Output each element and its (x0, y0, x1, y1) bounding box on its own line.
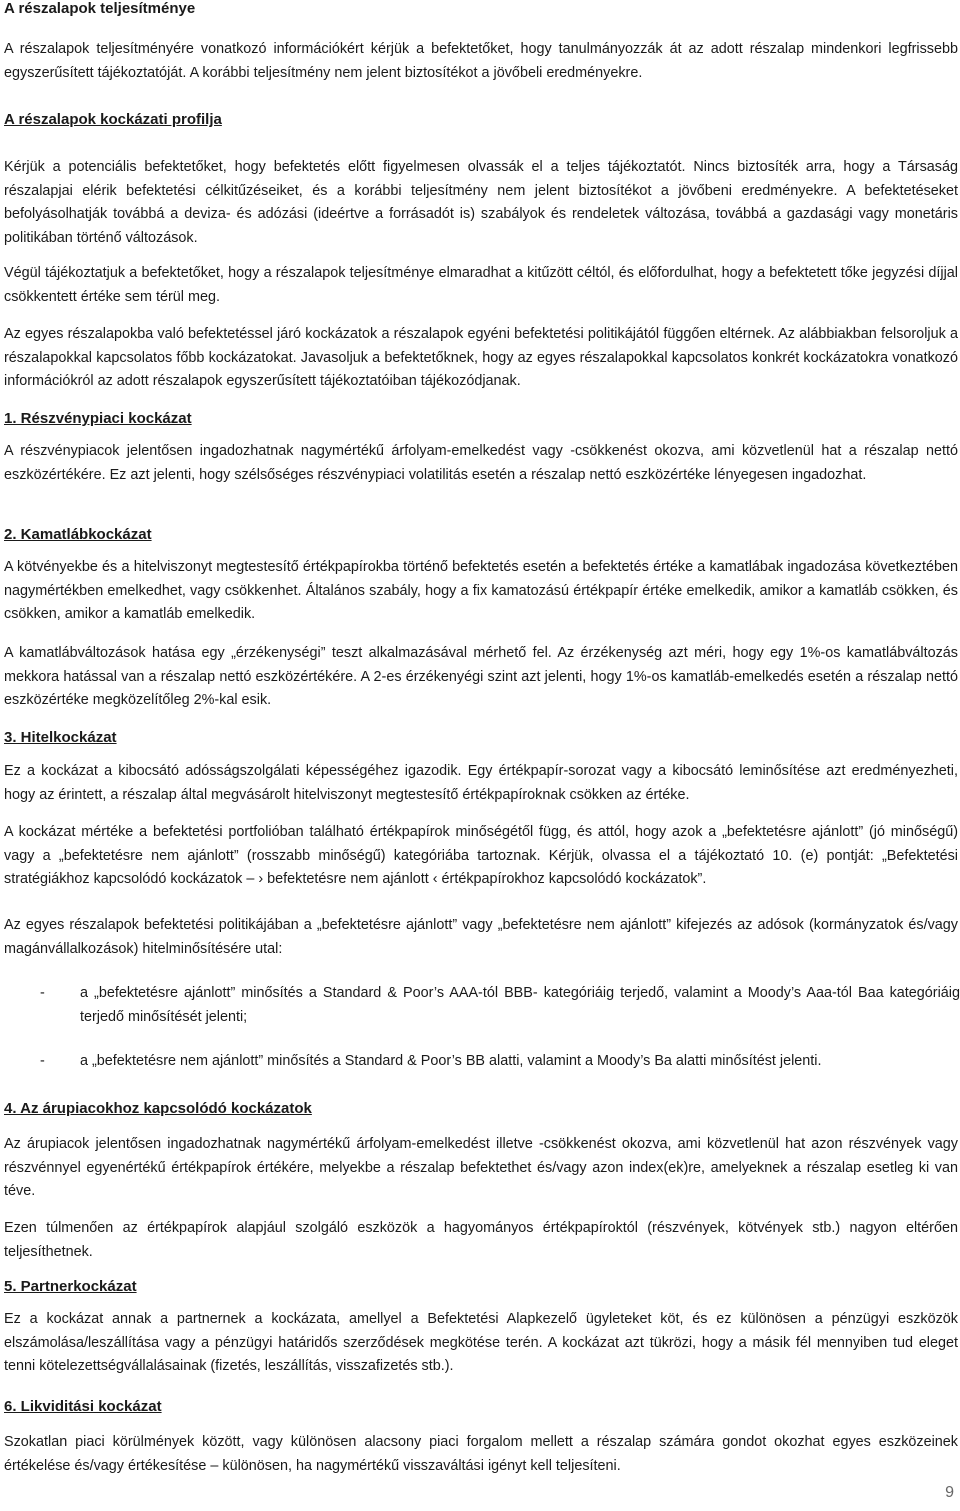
list-item-text: a „befektetésre ajánlott” minősítés a Standard & Poor’s AAA-tól BBB- kategóriáig terjedő, valamint a Moody’s Aaa-tól Baa kategóriáig terjedő minősítését jelenti; (80, 985, 960, 1025)
page-number: 9 (945, 1484, 954, 1501)
section-3-heading: 3. Hitelkockázat (4, 729, 117, 746)
list-item-text: a „befektetésre nem ajánlott” minősítés a Standard & Poor’s BB alatti, valamint a Moody’s Ba alatti minősítést jelenti. (80, 1053, 822, 1069)
section-6-paragraph-1: Szokatlan piaci körülmények között, vagy különösen alacsony piaci forgalom mellett a részalap számára gondot okozhat egyes eszközeinek értékelése és/vagy értékesítése – különösen, ha nagymértékű visszaváltási igényt kell teljesíteni. (4, 1434, 958, 1474)
section-1-heading: 1. Részvénypiaci kockázat (4, 410, 192, 427)
intro-paragraph: A részalapok teljesítményére vonatkozó információkért kérjük a befektetőket, hogy tanulmányozzák át az adott részalap mindenkori legfrissebb egyszerűsített tájékoztatóját. A korábbi teljesítmény nem jelent biztosítékot a jövőbeli eredményekre. (4, 41, 958, 81)
section-4-paragraph-1: Az árupiacok jelentősen ingadozhatnak nagymértékű árfolyam-emelkedést illetve -csökkenést okozva, ami közvetlenül hat azon részvények vagy részvénnyel egyenértékű értékpapírok értékére, melyekbe a részalap befektethet és/vagy azon index(ek)re, amelyeknek a részalap esetleg ki van téve. (4, 1136, 958, 1200)
risk-profile-paragraph-2: Végül tájékoztatjuk a befektetőket, hogy a részalapok teljesítménye elmaradhat a kitűzött céltól, és előfordulhat, hogy a befektetett tőke jegyzési díjjal csökkentett értéke sem térül meg. (4, 265, 958, 305)
page-title: A részalapok teljesítménye (4, 0, 196, 17)
risk-profile-heading: A részalapok kockázati profilja (4, 111, 222, 128)
risk-profile-paragraph-3: Az egyes részalapokba való befektetéssel járó kockázatok a részalapok egyéni befektetési politikájától függően eltérnek. Az alábbiakban felsoroljuk a részalapokkal kapcsolatos főbb kockázatokat. Javasoljuk a befektetőknek, hogy az egyes részalapokkal kapcsolatos konkrét kockázatokra vonatkozó információkról az adott részalapok egyszerűsített tájékoztatóiban tájékozódjanak. (4, 326, 958, 390)
section-1-paragraph-1: A részvénypiacok jelentősen ingadozhatnak nagymértékű árfolyam-emelkedést vagy -csökkenést okozva, ami közvetlenül hat a részalap nettó eszközértékére. Ez azt jelenti, hogy szélsőséges részvénypiaci volatilitás esetén a részalap nettó eszközértéke lényegesen ingadozhat. (4, 443, 958, 483)
list-dash: - (40, 1053, 45, 1069)
section-3-paragraph-2: A kockázat mértéke a befektetési portfolióban található értékpapírok minőségétől függ, és attól, hogy azok a „befektetésre ajánlott” (jó minőségű) vagy a „befektetésre nem ajánlott” (rosszabb minőségű) kategóriába tartoznak. Kérjük, olvassa el a tájékoztató 10. (e) pontját: „Befektetési stratégiákhoz kapcsolódó kockázatok – › befektetésre nem ajánlott ‹ értékpapírokhoz kapcsolódó kockázatok”. (4, 824, 958, 888)
section-6-heading: 6. Likviditási kockázat (4, 1398, 162, 1415)
section-5-heading: 5. Partnerkockázat (4, 1278, 137, 1295)
section-2-paragraph-1: A kötvényekbe és a hitelviszonyt megtestesítő értékpapírokba történő befektetés esetén a befektetés értéke a kamatlábak ingadozása következtében nagymértékben emelkedhet, vagy csökkenhet. Általános szabály, hogy a fix kamatozású értékpapír értéke emelkedik, amikor a kamatláb csökken, és csökken, amikor a kamatláb emelkedik. (4, 559, 958, 623)
section-4-heading: 4. Az árupiacokhoz kapcsolódó kockázatok (4, 1100, 312, 1117)
section-5-paragraph-1: Ez a kockázat annak a partnernek a kockázata, amellyel a Befektetési Alapkezelő ügyleteket köt, és ez különösen a pénzügyi eszközök elszámolása/leszállítása vagy a pénzügyi határidős szerződések megkötése terén. A kockázat azt tükrözi, hogy a másik fél mennyiben tud eleget tenni kötelezettségvállalásainak (fizetés, leszállítás, visszafizetés stb.). (4, 1311, 958, 1375)
section-3-paragraph-1: Ez a kockázat a kibocsátó adósságszolgálati képességéhez igazodik. Egy értékpapír-sorozat vagy a kibocsátó leminősítése azt eredményezheti, hogy az érintett, a részalap által megvásárolt hitelviszonyt megtestesítő értékpapíroknak csökken az értéke. (4, 763, 958, 803)
section-4-paragraph-2: Ezen túlmenően az értékpapírok alapjául szolgáló eszközök a hagyományos értékpapíroktól (részvények, kötvények stb.) nagyon eltérően teljesíthetnek. (4, 1220, 958, 1260)
section-2-paragraph-2: A kamatlábváltozások hatása egy „érzékenységi” teszt alkalmazásával mérhető fel. Az érzékenység azt méri, hogy egy 1%-os kamatlábváltozás mekkora hatással van a részalap nettó eszközértékére. A 2-es érzékenyégi szint azt jelenti, hogy 1%-os kamatláb-emelkedés esetén a részalap nettó eszközértéke megközelítőleg 2%-kal esik. (4, 645, 958, 709)
section-2-heading: 2. Kamatlábkockázat (4, 526, 152, 543)
list-dash: - (40, 985, 45, 1001)
section-3-paragraph-3: Az egyes részalapok befektetési politikájában a „befektetésre ajánlott” vagy „befektetésre nem ajánlott” kifejezés az adósok (kormányzatok és/vagy magánvállalkozások) hitelminősítésére utal: (4, 917, 958, 957)
risk-profile-paragraph-1: Kérjük a potenciális befektetőket, hogy befektetés előtt figyelmesen olvassák el a teljes tájékoztatót. Nincs biztosíték arra, hogy a Társaság részalapjai elérik befektetési célkitűzéseiket, és a korábbi teljesítmény nem jelent biztosítékot a jövőbeni eredményekre. A befektetéseket befolyásolhatják továbbá a deviza- és adózási (ideértve a forrásadót is) szabályok és rendeletek változása, továbbá a gazdasági vagy monetáris politikában történő változások. (4, 159, 958, 246)
